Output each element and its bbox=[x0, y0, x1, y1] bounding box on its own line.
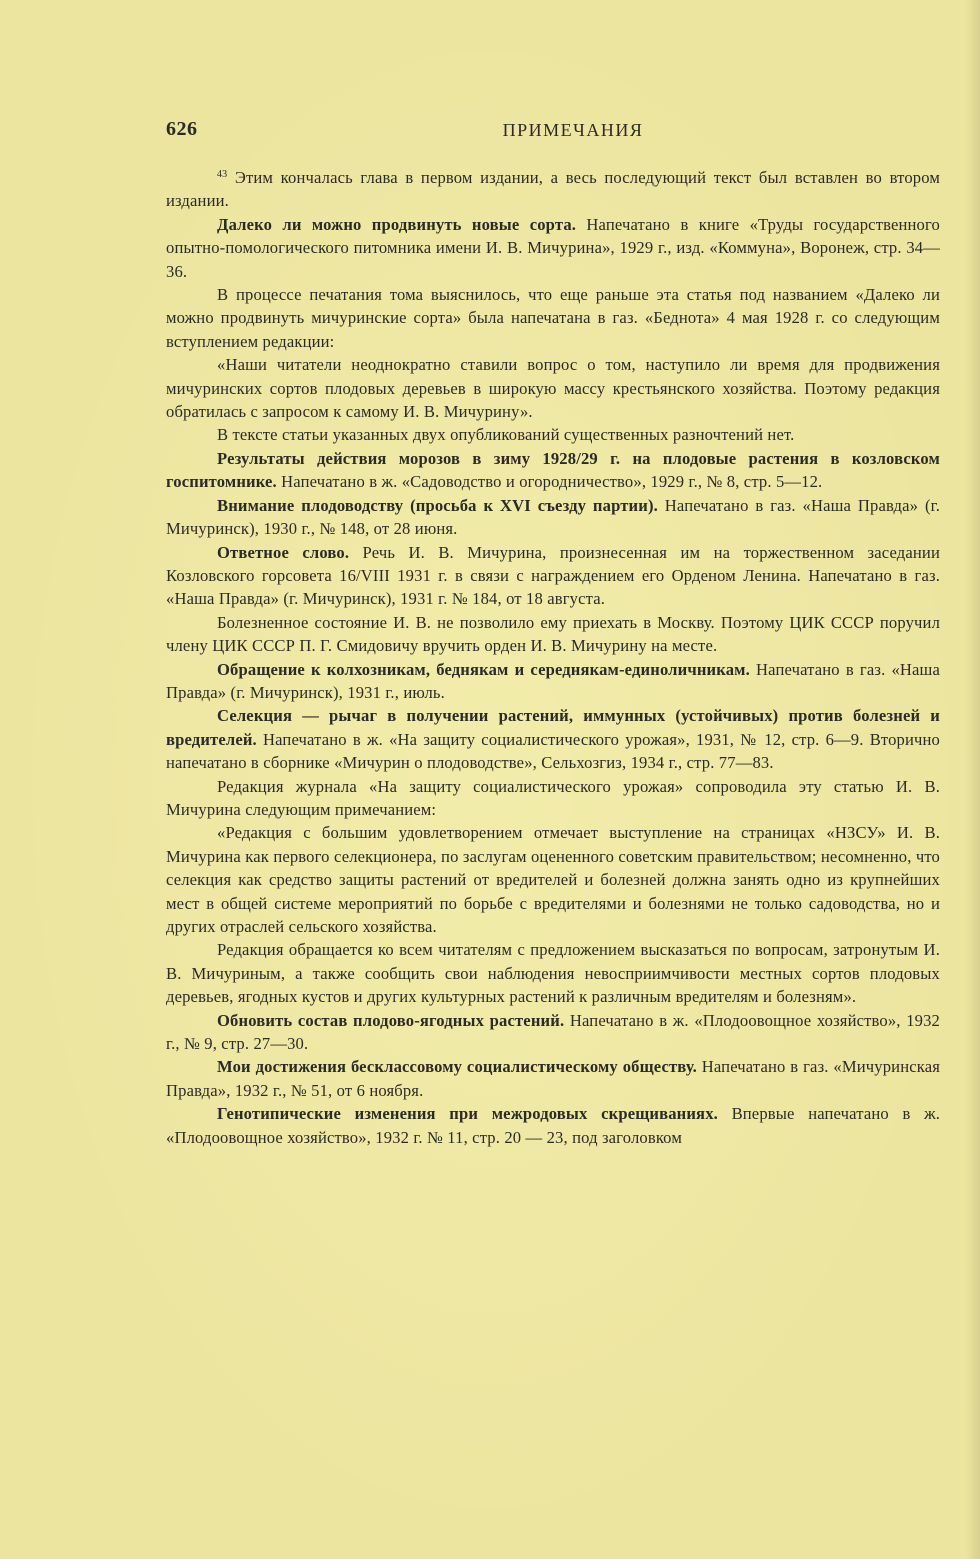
article-title: Мои достижения бесклассовому социалистическому обществу. bbox=[217, 1057, 697, 1077]
note-paragraph-9: Обращение к колхозникам, беднякам и середнякам-единоличникам. Напечатано в газ. «Наша Правда» (г. Мичуринск), 1931 г., июль. bbox=[166, 659, 940, 702]
note-paragraph-14: Обновить состав плодово-ягодных растений. Напечатано в ж. «Плодоовощное хозяйство», 1932 г., № 9, стр. 27—30. bbox=[166, 1010, 940, 1054]
note-paragraph-1: Далеко ли можно продвинуть новые сорта. Напечатано в книге «Труды государственного опытно-помологического питомника имени И. В. Мичурина», 1929 г., изд. «Коммуна», Воронеж, стр. 34—36. bbox=[166, 214, 940, 281]
note-paragraph-6: Внимание плодоводству (просьба к XVI съезду партии). Напечатано в газ. «Наша Правда» (г. Мичуринск), 1930 г., № 148, от 28 июня. bbox=[166, 495, 941, 539]
note-paragraph-15: Мои достижения бесклассовому социалистическому обществу. Напечатано в газ. «Мичуринская Правда», 1932 г., № 51, от 6 ноября. bbox=[166, 1057, 940, 1100]
note-paragraph-13: Редакция обращается ко всем читателям с предложением высказаться по вопросам, затронутым И. В. Мичуриным, а также сообщить свои наблюдения невосприимчивости местных сортов плодовых деревьев, ягодных кустов и других культурных растений к различным вредителям и болезням». bbox=[166, 940, 940, 1007]
article-title: Ответное слово. bbox=[217, 542, 350, 562]
article-title: Генотипические изменения при межродовых скрещиваниях. bbox=[217, 1104, 718, 1124]
page-header bbox=[166, 118, 940, 148]
article-title: Результаты действия морозов в зиму 1928/29 г. на плодовые растения в козловском госпитомнике. bbox=[166, 448, 940, 492]
article-title: Обновить состав плодово-ягодных растений. bbox=[217, 1010, 565, 1030]
note-paragraph-2: В процессе печатания тома выяснилось, что еще раньше эта статья под названием «Далеко ли можно продвинуть мичуринские сорта» была напечатана в газ. «Беднота» 4 мая 1928 г. со следующим вступлением редакции: bbox=[166, 285, 940, 351]
note-paragraph-11: Редакция журнала «На защиту социалистического урожая» сопроводила эту статью И. В. Мичурина следующим примечанием: bbox=[166, 776, 940, 819]
article-title: Селекция — рычаг в получении растений, иммунных (устойчивых) против болезней и вредителей. bbox=[166, 706, 940, 749]
note-paragraph-4: В тексте статьи указанных двух опубликований существенных разночтений нет. bbox=[217, 425, 795, 445]
footnote-number: 43 bbox=[217, 169, 228, 180]
running-title: ПРИМЕЧАНИЯ bbox=[502, 120, 644, 140]
article-title: Далеко ли можно продвинуть новые сорта. bbox=[217, 214, 577, 234]
article-title: Внимание плодоводству (просьба к XVI съезду партии). bbox=[217, 495, 658, 515]
note-paragraph-5: Результаты действия морозов в зиму 1928/29 г. на плодовые растения в козловском госпитомнике. Напечатано в ж. «Садоводство и огородничество», 1929 г., № 8, стр. 5—12. bbox=[166, 448, 940, 492]
page-number: 626 bbox=[166, 118, 198, 140]
note-paragraph-10: Селекция — рычаг в получении растений, иммунных (устойчивых) против болезней и вредителей. Напечатано в ж. «На защиту социалистического урожая», 1931, № 12, стр. 6—9. Вторично напечатано в сборнике «Мичурин о плодоводстве», Сельхозгиз, 1934 г., стр. 77—83. bbox=[166, 706, 940, 773]
note-paragraph-0: $^{43}$ Этим кончалась глава в первом издании, а весь последующий текст был вставлен во втором издании. bbox=[166, 168, 940, 211]
note-paragraph-3: «Наши читатели неоднократно ставили вопрос о том, наступило ли время для продвижения мичуринских сортов плодовых деревьев в широкую массу крестьянского хозяйства. Поэтому редакция обратилась с запросом к самому И. В. Мичурину». bbox=[166, 355, 940, 422]
note-paragraph-7: Ответное слово. Речь И. В. Мичурина, произнесенная им на торжественном заседании Козловского горсовета 16/VIII 1931 г. в связи с награждением его Орденом Ленина. Напечатано в газ. «Наша Правда» (г. Мичуринск), 1931 г. № 184, от 18 августа. bbox=[166, 542, 940, 609]
article-title: Обращение к колхозникам, беднякам и середнякам-единоличникам. bbox=[217, 659, 750, 679]
note-paragraph-16: Генотипические изменения при межродовых скрещиваниях. Впервые напечатано в ж. «Плодоовощное хозяйство», 1932 г. № 11, стр. 20 — 23, под заголовком bbox=[166, 1104, 940, 1147]
page-edge-shadow bbox=[966, 0, 980, 1559]
notes-body bbox=[166, 166, 940, 1149]
note-paragraph-12: «Редакция с большим удовлетворением отмечает выступление на страницах «НЗСУ» И. В. Мичурина как первого селекционера, по заслугам оцененного советским правительством; несомненно, что селекция как средство защиты растений от вредителей и болезней должна занять одно из крупнейших мест в общей системе мероприятий по борьбе с вредителями и болезнями не только садоводства, но и других отраслей сельского хозяйства. bbox=[166, 823, 940, 936]
note-paragraph-8: Болезненное состояние И. В. не позволило ему приехать в Москву. Поэтому ЦИК СССР поручил члену ЦИК СССР П. Г. Смидовичу вручить орден И. В. Мичурину на месте. bbox=[166, 612, 940, 656]
